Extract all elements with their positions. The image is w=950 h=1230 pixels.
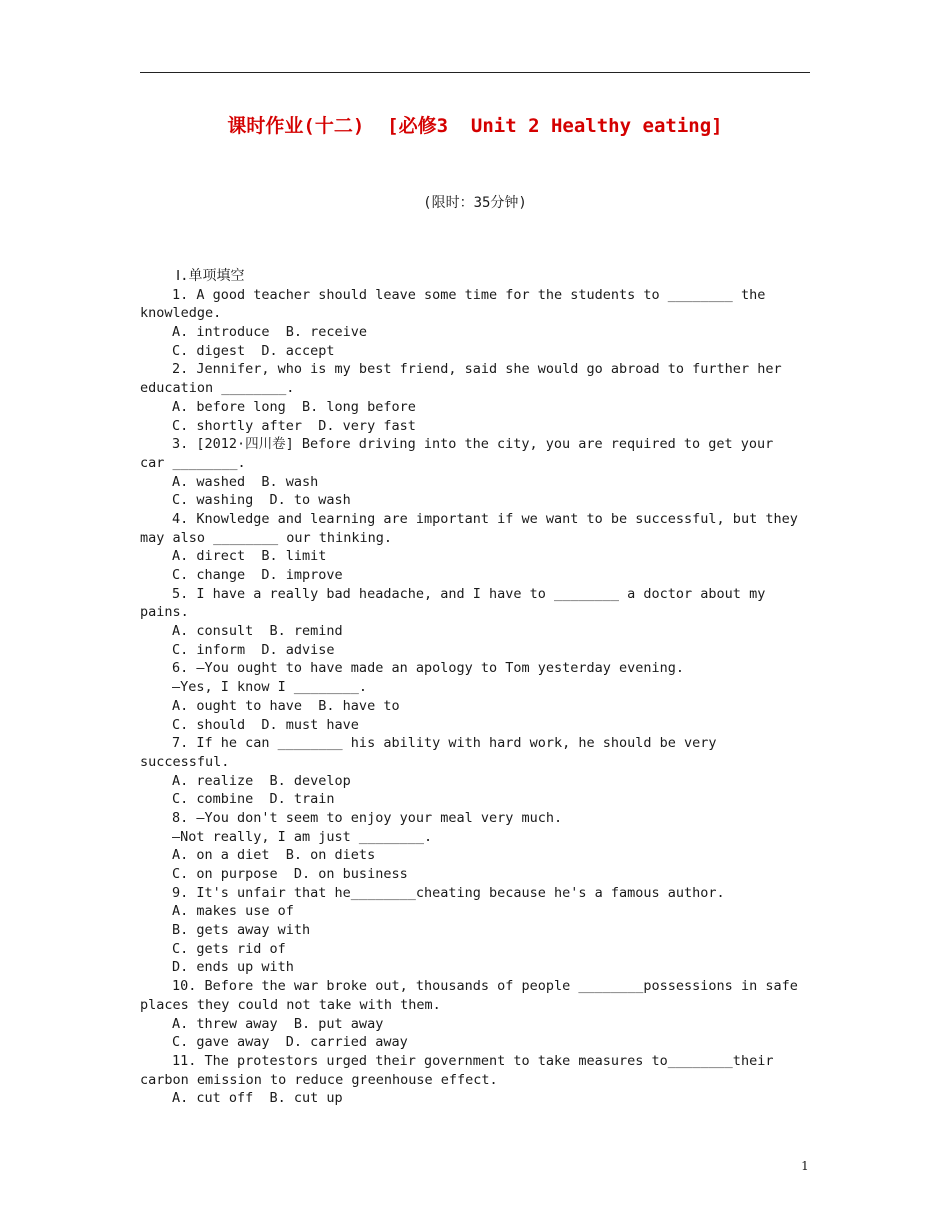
answer-options: A. cut off B. cut up (172, 1090, 343, 1107)
answer-options: A. ought to have B. have to (172, 697, 400, 714)
question-2 (140, 360, 810, 435)
question-list (140, 286, 810, 1108)
header-rule (140, 72, 810, 73)
exercise-content (140, 267, 810, 1108)
question-stem-line: 6. —You ought to have made an apology to Tom yesterday evening. (172, 660, 685, 677)
answer-options: C. gave away D. carried away (172, 1034, 408, 1051)
question-stem-line: car ________. (140, 454, 246, 471)
question-stem-line: may also ________ our thinking. (140, 529, 392, 546)
question-stem-line: 10. Before the war broke out, thousands of people ________possessions in safe (172, 978, 798, 995)
question-9 (140, 884, 810, 977)
answer-options: A. consult B. remind (172, 623, 343, 640)
question-11 (140, 1052, 810, 1108)
section-heading: Ⅰ.单项填空 (176, 268, 245, 284)
answer-options: A. washed B. wash (172, 473, 319, 490)
question-1 (140, 286, 810, 361)
question-stem-line: education ________. (140, 380, 295, 397)
answer-options: C. digest D. accept (172, 342, 335, 359)
answer-options: C. should D. must have (172, 716, 359, 733)
question-stem-line: 1. A good teacher should leave some time for the students to ________ the (172, 286, 766, 303)
answer-options: C. change D. improve (172, 567, 343, 583)
answer-options: D. ends up with (172, 959, 294, 976)
question-5 (140, 585, 810, 660)
answer-options: A. introduce B. receive (172, 324, 368, 341)
page-number: 1 (801, 1159, 809, 1173)
question-10 (140, 977, 810, 1052)
question-stem-line: 9. It's unfair that he________cheating because he's a famous author. (172, 884, 725, 901)
answer-options: C. on purpose D. on business (172, 866, 408, 882)
question-7 (140, 734, 810, 809)
page-title: 课时作业(十二) [必修3 Unit 2 Healthy eating] (227, 115, 723, 137)
question-stem-line: 5. I have a really bad headache, and I have to ________ a doctor about my (172, 585, 766, 602)
question-stem-line: pains. (140, 604, 189, 621)
question-stem-line: —Yes, I know I ________. (172, 679, 368, 696)
answer-options: C. gets rid of (172, 940, 286, 957)
answer-options: A. direct B. limit (172, 548, 327, 565)
question-6 (140, 659, 810, 734)
question-4 (140, 510, 810, 585)
answer-options: A. makes use of (172, 903, 294, 920)
answer-options: A. realize B. develop (172, 772, 351, 789)
answer-options: C. combine D. train (172, 791, 335, 808)
question-stem-line: knowledge. (140, 305, 222, 322)
question-stem-line: 3. [2012·四川卷] Before driving into the city, you are required to get your (172, 436, 774, 453)
time-limit: (限时：35分钟) (423, 195, 527, 211)
question-stem-line: —Not really, I am just ________. (172, 828, 433, 845)
answer-options: C. shortly after D. very fast (172, 417, 416, 434)
question-stem-line: carbon emission to reduce greenhouse effect. (140, 1071, 498, 1088)
answer-options: A. threw away B. put away (172, 1015, 384, 1032)
question-stem-line: successful. (140, 753, 230, 770)
answer-options: B. gets away with (172, 922, 311, 939)
question-8 (140, 809, 810, 884)
question-stem-line: 7. If he can ________ his ability with hard work, he should be very (172, 735, 717, 752)
answer-options: C. inform D. advise (172, 641, 335, 658)
question-3 (140, 435, 810, 510)
answer-options: C. washing D. to wash (172, 492, 351, 509)
question-stem-line: 11. The protestors urged their government to take measures to________their (172, 1052, 774, 1069)
question-stem-line: 8. —You don't seem to enjoy your meal very much. (172, 809, 563, 826)
answer-options: A. before long B. long before (172, 398, 416, 415)
question-stem-line: places they could not take with them. (140, 996, 441, 1013)
question-stem-line: 2. Jennifer, who is my best friend, said she would go abroad to further her (172, 361, 782, 378)
answer-options: A. on a diet B. on diets (172, 847, 376, 864)
question-stem-line: 4. Knowledge and learning are important if we want to be successful, but they (172, 510, 798, 527)
